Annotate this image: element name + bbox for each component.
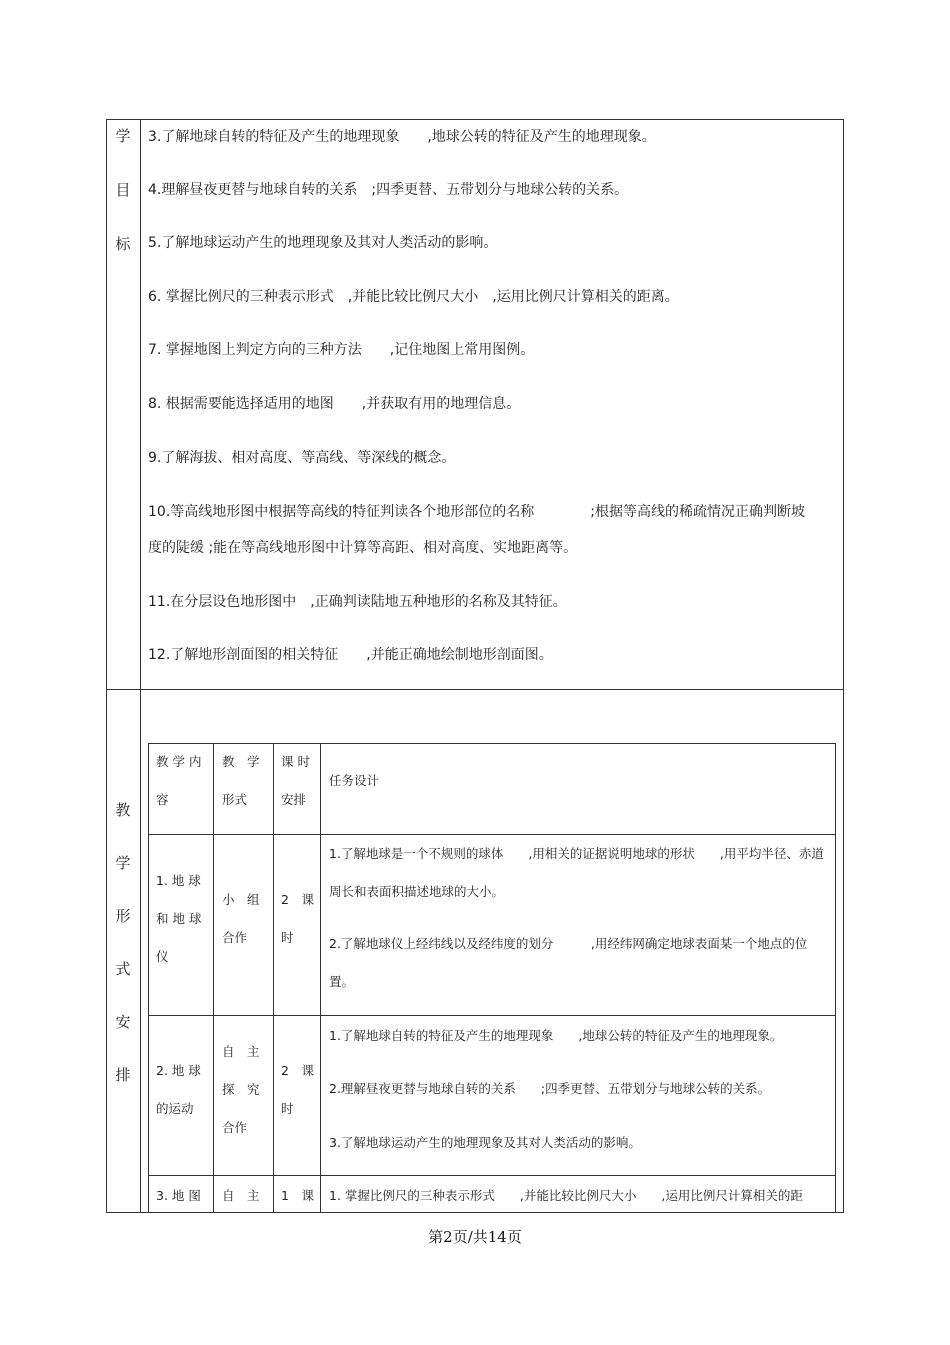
cell-line: 3. 地 图 <box>156 1188 201 1203</box>
row1-task: 1.了解地球是一个不规则的球体 ,用相关的证据说明地球的形状 ,用平均半径、赤道周长和表面积描述地球的大小。 <box>329 846 824 899</box>
cell-line: 仪 <box>156 949 169 964</box>
row1-task: 2.了解地球仪上经纬线以及经纬度的划分 ,用经纬网确定地球表面某一个地点的位置。 <box>329 936 808 989</box>
objective-item: 6. 掌握比例尺的三种表示形式 ,并能比较比例尺大小 ,运用比例尺计算相关的距离。 <box>148 289 679 305</box>
row3-content <box>156 1177 201 1215</box>
table-row-divider <box>148 1015 836 1016</box>
cell-line: 2 课 <box>281 892 314 907</box>
label-char: 学 <box>115 854 131 872</box>
cell-line: 合作 <box>222 1120 248 1135</box>
label-char: 学 <box>115 127 131 145</box>
label-char: 形 <box>115 907 131 925</box>
row2-content <box>156 1052 201 1128</box>
row1-content <box>156 862 201 976</box>
table-column-divider <box>320 743 321 1213</box>
objective-item: 10.等高线地形图中根据等高线的特征判读各个地形部位的名称 ;根据等高线的稀疏情况正确判断坡度的陡缓 ;能在等高线地形图中计算等高距、相对高度、实地距离等。 <box>148 504 805 556</box>
header-content <box>156 743 201 819</box>
header-line: 安排 <box>281 792 307 807</box>
objective-item: 9.了解海拔、相对高度、等高线、等深线的概念。 <box>148 450 456 466</box>
cell-line: 自 主 <box>222 1188 260 1203</box>
table-row-divider <box>148 1175 836 1176</box>
cell-line: 时 <box>281 1101 294 1116</box>
header-line: 教 学 <box>222 754 260 769</box>
teaching-form-section-label <box>106 795 140 1113</box>
objective-item: 11.在分层设色地形图中 ,正确判读陆地五种地形的名称及其特征。 <box>148 594 567 610</box>
header-line: 教 学 内 <box>156 754 202 769</box>
outer-row-divider <box>106 689 844 690</box>
cell-line: 1. 地 球 <box>156 873 201 888</box>
label-char: 安 <box>115 1013 131 1031</box>
objective-item: 4.理解昼夜更替与地球自转的关系 ;四季更替、五带划分与地球公转的关系。 <box>148 182 629 198</box>
header-line: 形式 <box>222 792 248 807</box>
objectives-section-label <box>106 122 140 284</box>
cell-line: 时 <box>281 930 294 945</box>
objective-item: 8. 根据需要能选择适用的地图 ,并获取有用的地理信息。 <box>148 396 521 412</box>
cell-line: 1 课 <box>281 1188 314 1203</box>
objective-item: 5.了解地球运动产生的地理现象及其对人类活动的影响。 <box>148 235 498 251</box>
row1-hours <box>281 881 314 957</box>
cell-line: 合作 <box>222 930 248 945</box>
objective-item: 12.了解地形剖面图的相关特征 ,并能正确地绘制地形剖面图。 <box>148 647 553 663</box>
row3-form <box>222 1177 260 1215</box>
row2-form <box>222 1033 260 1147</box>
row1-form <box>222 881 260 957</box>
header-task: 任务设计 <box>329 773 380 788</box>
label-char: 标 <box>115 235 131 253</box>
header-hours <box>281 743 310 819</box>
header-form <box>222 743 260 819</box>
cell-line: 自 主 <box>222 1044 260 1059</box>
objective-item: 3.了解地球自转的特征及产生的地理现象 ,地球公转的特征及产生的地理现象。 <box>148 129 656 145</box>
cell-line: 2. 地 球 <box>156 1063 201 1078</box>
cell-line: 小 组 <box>222 892 260 907</box>
row3-hours <box>281 1177 314 1215</box>
row2-hours <box>281 1052 314 1128</box>
cell-line: 探 究 <box>222 1082 260 1097</box>
cell-line: 的运动 <box>156 1101 194 1116</box>
row3-task: 1. 掌握比例尺的三种表示形式 ,并能比较比例尺大小 ,运用比例尺计算相关的距 <box>329 1188 803 1203</box>
row2-task: 3.了解地球运动产生的地理现象及其对人类活动的影响。 <box>329 1135 641 1150</box>
row2-task: 1.了解地球自转的特征及产生的地理现象 ,地球公转的特征及产生的地理现象。 <box>329 1028 783 1043</box>
header-line: 课 时 <box>281 754 310 769</box>
header-line: 容 <box>156 792 169 807</box>
objective-item: 7. 掌握地图上判定方向的三种方法 ,记住地图上常用图例。 <box>148 342 535 358</box>
row2-task: 2.理解昼夜更替与地球自转的关系 ;四季更替、五带划分与地球公转的关系。 <box>329 1081 771 1096</box>
table-column-divider <box>273 743 274 1213</box>
table-column-divider <box>213 743 214 1213</box>
cell-line: 和 地 球 <box>156 911 202 926</box>
label-char: 式 <box>115 960 131 978</box>
outer-column-divider <box>140 119 141 1213</box>
label-char: 教 <box>115 801 131 819</box>
page-number: 第2页/共14页 <box>428 1228 522 1246</box>
label-char: 排 <box>115 1066 131 1084</box>
label-char: 目 <box>115 181 131 199</box>
cell-line: 2 课 <box>281 1063 314 1078</box>
